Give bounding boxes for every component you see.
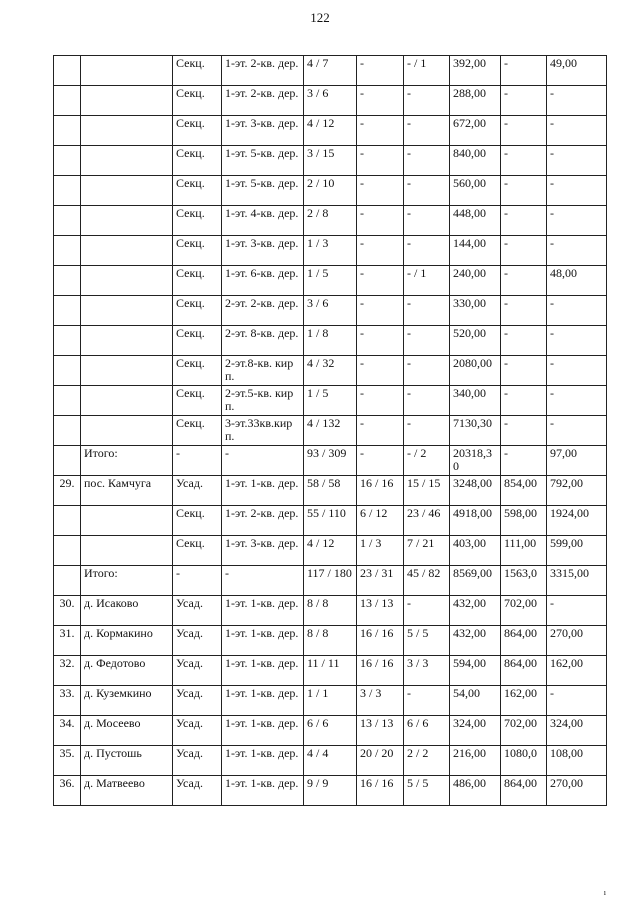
- col-6-cell: 13 / 13: [357, 716, 404, 746]
- table-row: [54, 536, 607, 566]
- settlement-cell: д. Федотово: [81, 656, 173, 686]
- building-type-cell: Усад.: [173, 686, 222, 716]
- row-number-cell: [54, 326, 81, 356]
- total-area-cell: 240,00: [450, 266, 501, 296]
- row-number-cell: [54, 146, 81, 176]
- total-area-cell: 144,00: [450, 236, 501, 266]
- col-6-cell: -: [357, 86, 404, 116]
- buildings-apartments-cell: 8 / 8: [304, 626, 357, 656]
- buildings-apartments-cell: 6 / 6: [304, 716, 357, 746]
- row-number-cell: [54, 356, 81, 386]
- building-type-cell: Секц.: [173, 296, 222, 326]
- col-10-cell: -: [547, 386, 607, 416]
- settlement-cell: [81, 146, 173, 176]
- settlement-cell: [81, 266, 173, 296]
- total-area-cell: 560,00: [450, 176, 501, 206]
- settlement-cell: д. Кормакино: [81, 626, 173, 656]
- col-9-cell: 864,00: [501, 626, 547, 656]
- col-6-cell: -: [357, 206, 404, 236]
- table-row: [54, 146, 607, 176]
- total-area-cell: 20318,30: [450, 446, 501, 476]
- total-area-cell: 672,00: [450, 116, 501, 146]
- col-9-cell: -: [501, 296, 547, 326]
- table-row: [54, 716, 607, 746]
- buildings-apartments-cell: 2 / 8: [304, 206, 357, 236]
- building-description-cell: 1-эт. 2-кв. дер.: [222, 86, 304, 116]
- col-7-cell: -: [404, 356, 450, 386]
- row-number-cell: [54, 386, 81, 416]
- total-area-cell: 840,00: [450, 146, 501, 176]
- col-9-cell: 162,00: [501, 686, 547, 716]
- total-area-cell: 3248,00: [450, 476, 501, 506]
- building-description-cell: 1-эт. 1-кв. дер.: [222, 686, 304, 716]
- col-6-cell: -: [357, 56, 404, 86]
- total-area-cell: 330,00: [450, 296, 501, 326]
- col-9-cell: -: [501, 356, 547, 386]
- col-9-cell: 702,00: [501, 596, 547, 626]
- row-number-cell: 31.: [54, 626, 81, 656]
- buildings-apartments-cell: 3 / 6: [304, 86, 357, 116]
- col-7-cell: -: [404, 116, 450, 146]
- row-number-cell: [54, 236, 81, 266]
- settlement-cell: [81, 296, 173, 326]
- col-7-cell: -: [404, 386, 450, 416]
- col-7-cell: - / 2: [404, 446, 450, 476]
- table-row: [54, 446, 607, 476]
- building-type-cell: -: [173, 566, 222, 596]
- settlement-cell: [81, 176, 173, 206]
- table-row: [54, 776, 607, 806]
- building-description-cell: 1-эт. 1-кв. дер.: [222, 596, 304, 626]
- building-type-cell: Секц.: [173, 506, 222, 536]
- col-6-cell: 6 / 12: [357, 506, 404, 536]
- building-type-cell: Усад.: [173, 776, 222, 806]
- table-row: [54, 56, 607, 86]
- settlement-cell: Итого:: [81, 446, 173, 476]
- total-area-cell: 216,00: [450, 746, 501, 776]
- table-row: [54, 266, 607, 296]
- total-area-cell: 520,00: [450, 326, 501, 356]
- settlement-cell: [81, 116, 173, 146]
- col-7-cell: -: [404, 86, 450, 116]
- col-10-cell: 324,00: [547, 716, 607, 746]
- col-9-cell: -: [501, 116, 547, 146]
- buildings-apartments-cell: 4 / 12: [304, 536, 357, 566]
- col-9-cell: -: [501, 56, 547, 86]
- total-area-cell: 432,00: [450, 626, 501, 656]
- total-area-cell: 448,00: [450, 206, 501, 236]
- row-number-cell: [54, 536, 81, 566]
- building-type-cell: Секц.: [173, 146, 222, 176]
- settlement-cell: [81, 386, 173, 416]
- building-type-cell: Секц.: [173, 116, 222, 146]
- col-9-cell: -: [501, 146, 547, 176]
- col-10-cell: -: [547, 686, 607, 716]
- total-area-cell: 2080,00: [450, 356, 501, 386]
- col-7-cell: -: [404, 206, 450, 236]
- col-6-cell: 20 / 20: [357, 746, 404, 776]
- col-6-cell: -: [357, 116, 404, 146]
- col-6-cell: -: [357, 326, 404, 356]
- row-number-cell: [54, 266, 81, 296]
- col-6-cell: -: [357, 446, 404, 476]
- table-row: [54, 296, 607, 326]
- total-area-cell: 54,00: [450, 686, 501, 716]
- col-10-cell: 1924,00: [547, 506, 607, 536]
- col-7-cell: -: [404, 146, 450, 176]
- table-row: [54, 566, 607, 596]
- col-7-cell: -: [404, 296, 450, 326]
- col-7-cell: 45 / 82: [404, 566, 450, 596]
- building-description-cell: 1-эт. 1-кв. дер.: [222, 746, 304, 776]
- building-description-cell: 1-эт. 4-кв. дер.: [222, 206, 304, 236]
- col-6-cell: -: [357, 236, 404, 266]
- col-9-cell: 111,00: [501, 536, 547, 566]
- total-area-cell: 7130,30: [450, 416, 501, 446]
- col-6-cell: 16 / 16: [357, 476, 404, 506]
- settlement-cell: д. Мосеево: [81, 716, 173, 746]
- building-description-cell: 1-эт. 3-кв. дер.: [222, 536, 304, 566]
- col-9-cell: -: [501, 266, 547, 296]
- building-type-cell: Усад.: [173, 716, 222, 746]
- col-6-cell: 16 / 16: [357, 626, 404, 656]
- col-7-cell: 5 / 5: [404, 626, 450, 656]
- buildings-apartments-cell: 4 / 4: [304, 746, 357, 776]
- col-6-cell: -: [357, 266, 404, 296]
- row-number-cell: [54, 566, 81, 596]
- col-7-cell: 3 / 3: [404, 656, 450, 686]
- table-row: [54, 686, 607, 716]
- row-number-cell: 34.: [54, 716, 81, 746]
- building-type-cell: Секц.: [173, 266, 222, 296]
- settlement-cell: пос. Камчуга: [81, 476, 173, 506]
- col-9-cell: 854,00: [501, 476, 547, 506]
- row-number-cell: 32.: [54, 656, 81, 686]
- building-type-cell: Секц.: [173, 206, 222, 236]
- col-9-cell: -: [501, 236, 547, 266]
- building-type-cell: Усад.: [173, 476, 222, 506]
- page-number: 122: [310, 10, 330, 25]
- building-description-cell: 2-эт.8-кв. кирп.: [222, 356, 304, 386]
- total-area-cell: 432,00: [450, 596, 501, 626]
- row-number-cell: [54, 416, 81, 446]
- col-6-cell: 16 / 16: [357, 656, 404, 686]
- building-type-cell: Усад.: [173, 656, 222, 686]
- buildings-apartments-cell: 4 / 32: [304, 356, 357, 386]
- col-6-cell: -: [357, 296, 404, 326]
- col-7-cell: -: [404, 326, 450, 356]
- building-description-cell: 2-эт. 8-кв. дер.: [222, 326, 304, 356]
- table-row: [54, 386, 607, 416]
- col-6-cell: 13 / 13: [357, 596, 404, 626]
- col-7-cell: 15 / 15: [404, 476, 450, 506]
- col-6-cell: 1 / 3: [357, 536, 404, 566]
- building-description-cell: 1-эт. 3-кв. дер.: [222, 116, 304, 146]
- buildings-apartments-cell: 4 / 7: [304, 56, 357, 86]
- buildings-apartments-cell: 1 / 5: [304, 266, 357, 296]
- settlement-cell: д. Матвеево: [81, 776, 173, 806]
- buildings-apartments-cell: 93 / 309: [304, 446, 357, 476]
- col-9-cell: 864,00: [501, 776, 547, 806]
- total-area-cell: 324,00: [450, 716, 501, 746]
- buildings-apartments-cell: 117 / 180: [304, 566, 357, 596]
- row-number-cell: [54, 116, 81, 146]
- building-description-cell: 1-эт. 1-кв. дер.: [222, 656, 304, 686]
- col-10-cell: -: [547, 206, 607, 236]
- col-7-cell: -: [404, 416, 450, 446]
- col-10-cell: 162,00: [547, 656, 607, 686]
- building-description-cell: 1-эт. 1-кв. дер.: [222, 476, 304, 506]
- buildings-apartments-cell: 1 / 8: [304, 326, 357, 356]
- col-6-cell: 3 / 3: [357, 686, 404, 716]
- settlement-cell: [81, 536, 173, 566]
- buildings-apartments-cell: 4 / 132: [304, 416, 357, 446]
- col-9-cell: -: [501, 86, 547, 116]
- settlement-cell: д. Куземкино: [81, 686, 173, 716]
- row-number-cell: [54, 176, 81, 206]
- table-row: [54, 356, 607, 386]
- row-number-cell: 30.: [54, 596, 81, 626]
- col-9-cell: 702,00: [501, 716, 547, 746]
- buildings-apartments-cell: 1 / 3: [304, 236, 357, 266]
- settlement-cell: д. Исаково: [81, 596, 173, 626]
- col-6-cell: 16 / 16: [357, 776, 404, 806]
- col-10-cell: -: [547, 356, 607, 386]
- buildings-apartments-cell: 8 / 8: [304, 596, 357, 626]
- col-10-cell: 792,00: [547, 476, 607, 506]
- col-9-cell: -: [501, 386, 547, 416]
- table-row: [54, 746, 607, 776]
- building-type-cell: Секц.: [173, 416, 222, 446]
- buildings-apartments-cell: 4 / 12: [304, 116, 357, 146]
- building-description-cell: -: [222, 446, 304, 476]
- total-area-cell: 594,00: [450, 656, 501, 686]
- col-10-cell: -: [547, 236, 607, 266]
- col-10-cell: -: [547, 86, 607, 116]
- row-number-cell: [54, 86, 81, 116]
- row-number-cell: [54, 446, 81, 476]
- row-number-cell: 36.: [54, 776, 81, 806]
- row-number-cell: 33.: [54, 686, 81, 716]
- building-description-cell: 1-эт. 6-кв. дер.: [222, 266, 304, 296]
- col-7-cell: - / 1: [404, 266, 450, 296]
- building-type-cell: Секц.: [173, 86, 222, 116]
- building-type-cell: Секц.: [173, 176, 222, 206]
- col-10-cell: -: [547, 116, 607, 146]
- table-row: [54, 626, 607, 656]
- col-7-cell: - / 1: [404, 56, 450, 86]
- building-type-cell: Секц.: [173, 236, 222, 266]
- buildings-apartments-cell: 3 / 15: [304, 146, 357, 176]
- settlement-cell: [81, 416, 173, 446]
- col-7-cell: -: [404, 596, 450, 626]
- col-10-cell: 97,00: [547, 446, 607, 476]
- row-number-cell: [54, 296, 81, 326]
- col-10-cell: -: [547, 296, 607, 326]
- building-type-cell: Секц.: [173, 56, 222, 86]
- col-7-cell: 7 / 21: [404, 536, 450, 566]
- settlement-cell: [81, 326, 173, 356]
- table-row: [54, 506, 607, 536]
- col-10-cell: -: [547, 326, 607, 356]
- building-type-cell: Усад.: [173, 626, 222, 656]
- col-6-cell: 23 / 31: [357, 566, 404, 596]
- table-row: [54, 116, 607, 146]
- col-10-cell: 270,00: [547, 776, 607, 806]
- col-7-cell: 23 / 46: [404, 506, 450, 536]
- row-number-cell: [54, 206, 81, 236]
- col-10-cell: 49,00: [547, 56, 607, 86]
- col-6-cell: -: [357, 386, 404, 416]
- buildings-apartments-cell: 9 / 9: [304, 776, 357, 806]
- building-description-cell: 1-эт. 5-кв. дер.: [222, 146, 304, 176]
- buildings-apartments-cell: 1 / 1: [304, 686, 357, 716]
- col-6-cell: -: [357, 176, 404, 206]
- total-area-cell: 8569,00: [450, 566, 501, 596]
- table-row: [54, 476, 607, 506]
- building-description-cell: 1-эт. 2-кв. дер.: [222, 56, 304, 86]
- col-10-cell: -: [547, 146, 607, 176]
- building-type-cell: Усад.: [173, 596, 222, 626]
- buildings-apartments-cell: 58 / 58: [304, 476, 357, 506]
- col-9-cell: -: [501, 416, 547, 446]
- settlement-cell: [81, 206, 173, 236]
- building-type-cell: Секц.: [173, 386, 222, 416]
- settlement-cell: [81, 236, 173, 266]
- building-type-cell: Усад.: [173, 746, 222, 776]
- col-10-cell: -: [547, 596, 607, 626]
- row-number-cell: [54, 56, 81, 86]
- building-description-cell: 1-эт. 1-кв. дер.: [222, 716, 304, 746]
- col-9-cell: -: [501, 176, 547, 206]
- buildings-apartments-cell: 55 / 110: [304, 506, 357, 536]
- col-9-cell: 864,00: [501, 656, 547, 686]
- total-area-cell: 340,00: [450, 386, 501, 416]
- building-description-cell: -: [222, 566, 304, 596]
- settlement-cell: [81, 86, 173, 116]
- total-area-cell: 403,00: [450, 536, 501, 566]
- col-6-cell: -: [357, 146, 404, 176]
- row-number-cell: [54, 506, 81, 536]
- total-area-cell: 288,00: [450, 86, 501, 116]
- table-row: [54, 656, 607, 686]
- building-type-cell: Секц.: [173, 536, 222, 566]
- table-row: [54, 596, 607, 626]
- building-description-cell: 1-эт. 1-кв. дер.: [222, 776, 304, 806]
- row-number-cell: 35.: [54, 746, 81, 776]
- table-row: [54, 416, 607, 446]
- col-10-cell: 270,00: [547, 626, 607, 656]
- building-description-cell: 1-эт. 2-кв. дер.: [222, 506, 304, 536]
- settlement-cell: [81, 356, 173, 386]
- col-9-cell: -: [501, 446, 547, 476]
- col-10-cell: 108,00: [547, 746, 607, 776]
- buildings-apartments-cell: 3 / 6: [304, 296, 357, 326]
- col-9-cell: 1563,0: [501, 566, 547, 596]
- col-7-cell: 5 / 5: [404, 776, 450, 806]
- table-row: [54, 326, 607, 356]
- col-10-cell: 48,00: [547, 266, 607, 296]
- table-row: [54, 236, 607, 266]
- settlement-cell: [81, 506, 173, 536]
- col-7-cell: -: [404, 686, 450, 716]
- table-row: [54, 206, 607, 236]
- building-type-cell: -: [173, 446, 222, 476]
- settlement-cell: [81, 56, 173, 86]
- col-7-cell: 6 / 6: [404, 716, 450, 746]
- total-area-cell: 392,00: [450, 56, 501, 86]
- col-9-cell: -: [501, 326, 547, 356]
- buildings-apartments-cell: 11 / 11: [304, 656, 357, 686]
- total-area-cell: 486,00: [450, 776, 501, 806]
- table-row: [54, 176, 607, 206]
- col-9-cell: 1080,0: [501, 746, 547, 776]
- table-row: [54, 86, 607, 116]
- buildings-apartments-cell: 1 / 5: [304, 386, 357, 416]
- building-type-cell: Секц.: [173, 356, 222, 386]
- col-6-cell: -: [357, 416, 404, 446]
- data-table: [53, 55, 607, 806]
- col-7-cell: -: [404, 236, 450, 266]
- col-10-cell: 3315,00: [547, 566, 607, 596]
- building-description-cell: 1-эт. 3-кв. дер.: [222, 236, 304, 266]
- col-10-cell: -: [547, 416, 607, 446]
- col-7-cell: 2 / 2: [404, 746, 450, 776]
- building-description-cell: 3-эт.33кв.кирп.: [222, 416, 304, 446]
- col-6-cell: -: [357, 356, 404, 386]
- building-description-cell: 2-эт. 2-кв. дер.: [222, 296, 304, 326]
- total-area-cell: 4918,00: [450, 506, 501, 536]
- building-type-cell: Секц.: [173, 326, 222, 356]
- building-description-cell: 1-эт. 5-кв. дер.: [222, 176, 304, 206]
- scan-mark: ı: [603, 888, 606, 897]
- row-number-cell: 29.: [54, 476, 81, 506]
- col-9-cell: 598,00: [501, 506, 547, 536]
- col-9-cell: -: [501, 206, 547, 236]
- settlement-cell: Итого:: [81, 566, 173, 596]
- building-description-cell: 1-эт. 1-кв. дер.: [222, 626, 304, 656]
- buildings-apartments-cell: 2 / 10: [304, 176, 357, 206]
- col-10-cell: -: [547, 176, 607, 206]
- settlement-cell: д. Пустошь: [81, 746, 173, 776]
- col-7-cell: -: [404, 176, 450, 206]
- building-description-cell: 2-эт.5-кв. кирп.: [222, 386, 304, 416]
- col-10-cell: 599,00: [547, 536, 607, 566]
